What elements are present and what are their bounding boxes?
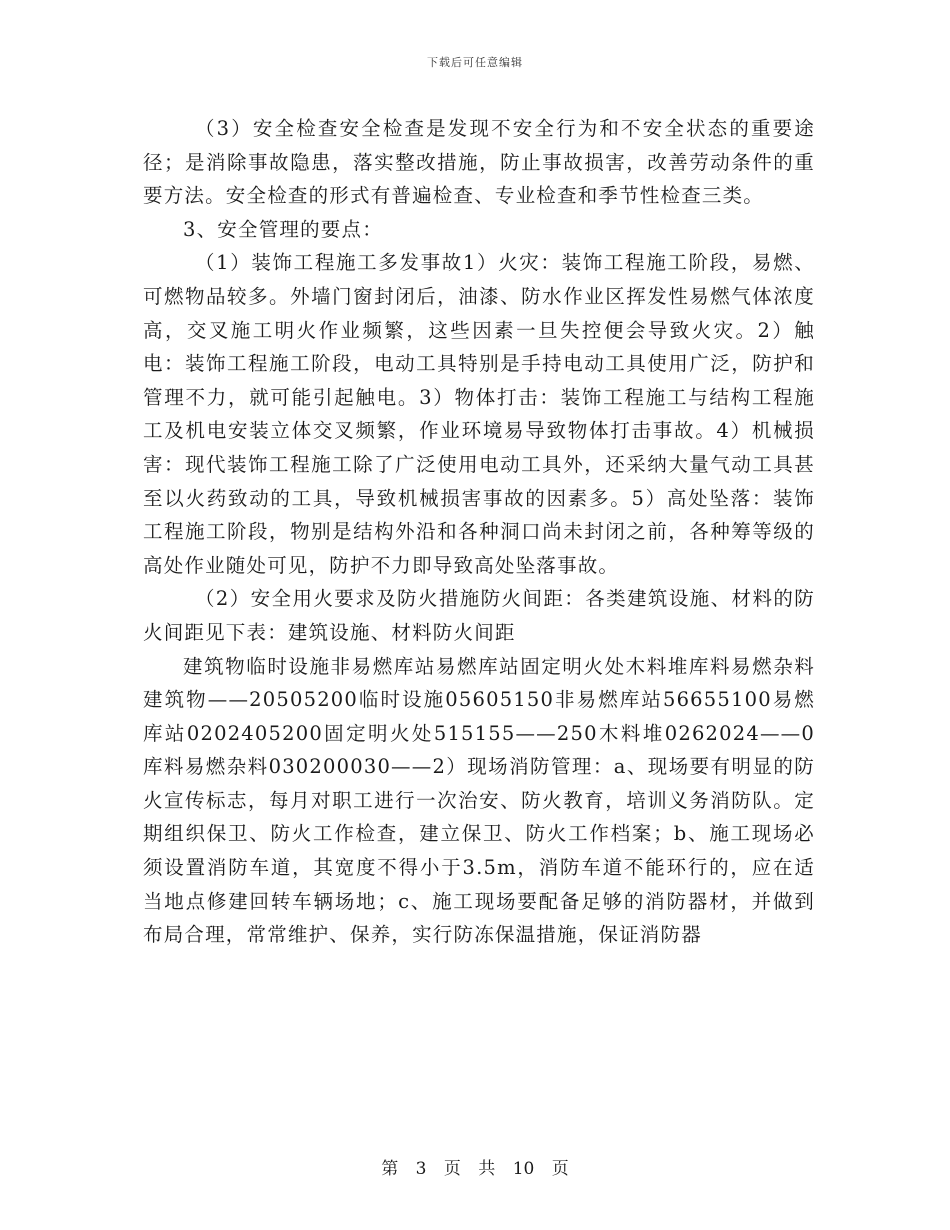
page-total-number: 10: [512, 1159, 535, 1179]
page-label-suffix: 页: [551, 1159, 569, 1179]
page-footer: [0, 1154, 950, 1179]
paragraph-common-accidents: （1）装饰工程施工多发事故1）火灾：装饰工程施工阶段，易燃、可燃物品较多。外墙门窗封闭后，油漆、防水作业区挥发性易燃气体浓度高，交叉施工明火作业频繁，这些因素一旦失控便会导致火灾。2）触电：装饰工程施工阶段，电动工具特别是手持电动工具使用广泛，防护和管理不力，就可能引起触电。3）物体打击：装饰工程施工与结构工程施工及机电安装立体交叉频繁，作业环境易导致物体打击事故。4）机械损害：现代装饰工程施工除了广泛使用电动工具外，还采纳大量气动工具甚至以火药致动的工具，导致机械损害事故的因素多。5）高处坠落：装饰工程施工阶段，物别是结构外沿和各种洞口尚未封闭之前，各种筹等级的高处作业随处可见，防护不力即导致高处坠落事故。: [143, 251, 815, 577]
paragraph-management-points-heading: 3、安全管理的要点：: [183, 217, 383, 241]
paragraph-fire-table-and-management: 建筑物临时设施非易燃库站易燃库站固定明火处木料堆库料易燃杂料建筑物——20505200临时设施05605150非易燃库站56655100易燃库站0202405200固定明火处515155——250木料堆0262024——0库料易燃杂料030200030——2）现场消防管理：a、现场要有明显的防火宣传标志，每月对职工进行一次治安、防火教育，培训义务消防队。定期组织保卫、防火工作检查，建立保卫、防火工作档案；b、施工现场必须设置消防车道，其宽度不得小于3.5m，消防车道不能环行的，应在适当地点修建回转车辆场地；c、施工现场要配备足够的消防器材，并做到布局合理，常常维护、保养，实行防冻保温措施，保证消防器: [143, 654, 815, 947]
page-total-prefix: 共: [478, 1159, 496, 1179]
page-label-prefix: 第: [381, 1159, 399, 1179]
paragraph-fire-distance: （2）安全用火要求及防火措施防火间距：各类建筑设施、材料的防火间距见下表：建筑设施、材料防火间距: [143, 587, 815, 644]
document-body: [143, 112, 815, 952]
page-current-number: 3: [415, 1159, 427, 1179]
page-label-mid: 页: [443, 1159, 461, 1179]
page-header: 下载后可任意编辑: [427, 56, 523, 69]
paragraph-safety-inspection: （3）安全检查安全检查是发现不安全行为和不安全状态的重要途径；是消除事故隐患，落实整改措施，防止事故损害，改善劳动条件的重要方法。安全检查的形式有普遍检查、专业检查和季节性检查三类。: [143, 117, 815, 208]
